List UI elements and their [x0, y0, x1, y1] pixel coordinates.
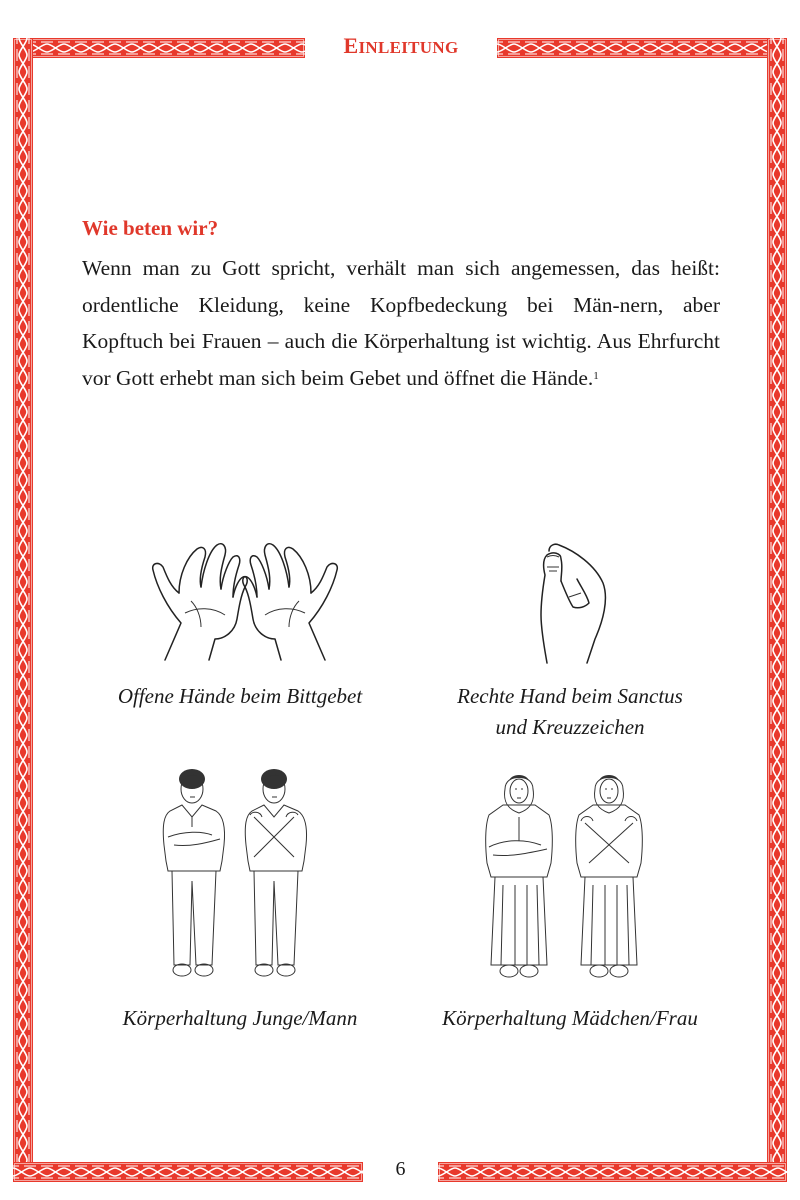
open-hands-illustration [145, 535, 345, 665]
running-header [305, 33, 497, 59]
boy-posture-illustration [150, 765, 320, 990]
border-top-left [13, 38, 305, 58]
caption-line: Körperhaltung Junge/Mann [122, 1006, 358, 1030]
right-hand-illustration [525, 535, 615, 665]
footnote-marker[interactable]: 1 [593, 369, 599, 382]
page-number: 6 [395, 1158, 406, 1180]
running-header-initial: E [343, 33, 359, 58]
caption-open-hands [80, 681, 400, 712]
caption-line-1: Rechte Hand beim Sanctus [457, 684, 683, 708]
border-top-right [497, 38, 787, 58]
caption-line: Offene Hände beim Bittgebet [117, 684, 363, 708]
caption-boy-posture [80, 1003, 400, 1034]
caption-line: Körperhaltung Mädchen/Frau [442, 1006, 698, 1030]
girl-posture-illustration [475, 765, 655, 990]
border-right [767, 38, 787, 1182]
body-text: Wenn man zu Gott spricht, verhält man sich angemessen, das heißt: ordentliche Kleidung, keine Kopfbedeckung bei Män-​nern, aber Kopftuch bei Frauen – auch die Körperhaltung ist wichtig. Aus Ehrfurcht vor Gott erhebt man sich beim Gebet und öffnet die Hände. [82, 256, 720, 390]
caption-line-2: und Kreuzzeichen [495, 715, 645, 739]
body-paragraph [82, 250, 720, 396]
caption-right-hand [410, 681, 730, 743]
border-left [13, 38, 33, 1182]
border-bottom-right [438, 1162, 787, 1182]
section-title: Wie beten wir? [82, 216, 219, 240]
border-bottom-left [13, 1162, 363, 1182]
caption-girl-posture [410, 1003, 730, 1034]
running-header-rest: INLEITUNG [358, 38, 459, 57]
